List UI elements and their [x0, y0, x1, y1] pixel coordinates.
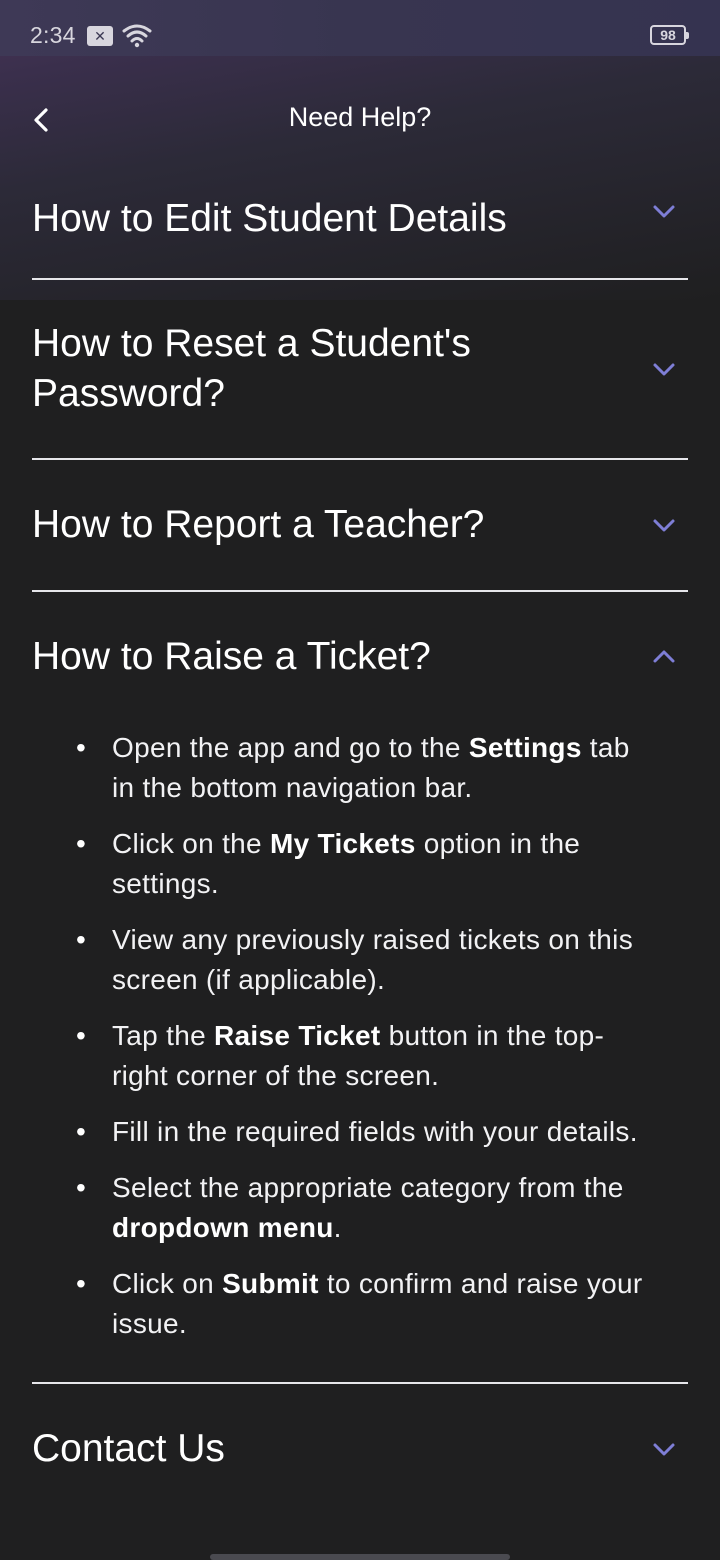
chevron-up-icon[interactable] — [648, 641, 680, 673]
list-item — [72, 728, 648, 808]
bullet: • — [76, 1020, 86, 1051]
faq-question-text: Contact Us — [32, 1427, 225, 1470]
list-item — [72, 1168, 648, 1248]
app-header — [0, 80, 720, 160]
bullet: • — [76, 1268, 86, 1299]
bullet: • — [76, 828, 86, 859]
faq-item-report-teacher — [32, 460, 688, 592]
list-item — [72, 824, 648, 904]
faq-question-text: How to Raise a Ticket? — [32, 635, 431, 678]
answer-text: Click on Submit to confirm and raise your issue. — [112, 1268, 643, 1339]
list-item — [72, 1264, 648, 1344]
bullet: • — [76, 1116, 86, 1147]
faq-answer — [32, 722, 688, 1382]
battery-icon: 98 — [650, 25, 686, 45]
home-indicator[interactable] — [210, 1554, 510, 1560]
faq-question-text: How to Edit Student Details — [32, 197, 507, 240]
faq-question-header[interactable] — [32, 160, 688, 278]
answer-text: Select the appropriate category from the dropdown menu. — [112, 1172, 624, 1243]
bullet: • — [76, 1172, 86, 1203]
status-time: 2:34 — [30, 22, 76, 48]
page-title: Need Help? — [288, 102, 432, 132]
faq-question-text: How to Reset a Student's Password? — [32, 322, 471, 415]
faq-list — [32, 160, 688, 1514]
list-item — [72, 1112, 648, 1152]
chevron-down-icon[interactable] — [648, 353, 680, 385]
faq-item-edit-student — [32, 160, 688, 280]
chevron-down-icon[interactable] — [648, 1433, 680, 1465]
list-item — [72, 1016, 648, 1096]
faq-question-header[interactable] — [32, 592, 688, 722]
status-bar — [0, 0, 720, 56]
answer-text: Click on the My Tickets option in the settings. — [112, 828, 581, 899]
chevron-down-icon[interactable] — [648, 509, 680, 541]
faq-question-header[interactable] — [32, 1384, 688, 1514]
faq-question-header[interactable] — [32, 460, 688, 590]
answer-text: Open the app and go to the Settings tab in the bottom navigation bar. — [112, 732, 630, 803]
bullet: • — [76, 732, 86, 763]
faq-item-raise-ticket — [32, 592, 688, 1384]
list-item — [72, 920, 648, 1000]
faq-item-reset-password — [32, 280, 688, 460]
answer-text: View any previously raised tickets on this screen (if applicable). — [112, 924, 633, 995]
chevron-down-icon[interactable] — [648, 195, 680, 227]
faq-item-contact-us — [32, 1384, 688, 1514]
answer-text: Fill in the required fields with your details. — [112, 1116, 638, 1147]
faq-question-text: How to Report a Teacher? — [32, 503, 485, 546]
answer-text: Tap the Raise Ticket button in the top-right corner of the screen. — [112, 1020, 605, 1091]
notification-icon: ✕ — [87, 26, 113, 46]
faq-question-header[interactable] — [32, 280, 688, 458]
bullet: • — [76, 924, 86, 955]
wifi-icon — [122, 22, 152, 48]
